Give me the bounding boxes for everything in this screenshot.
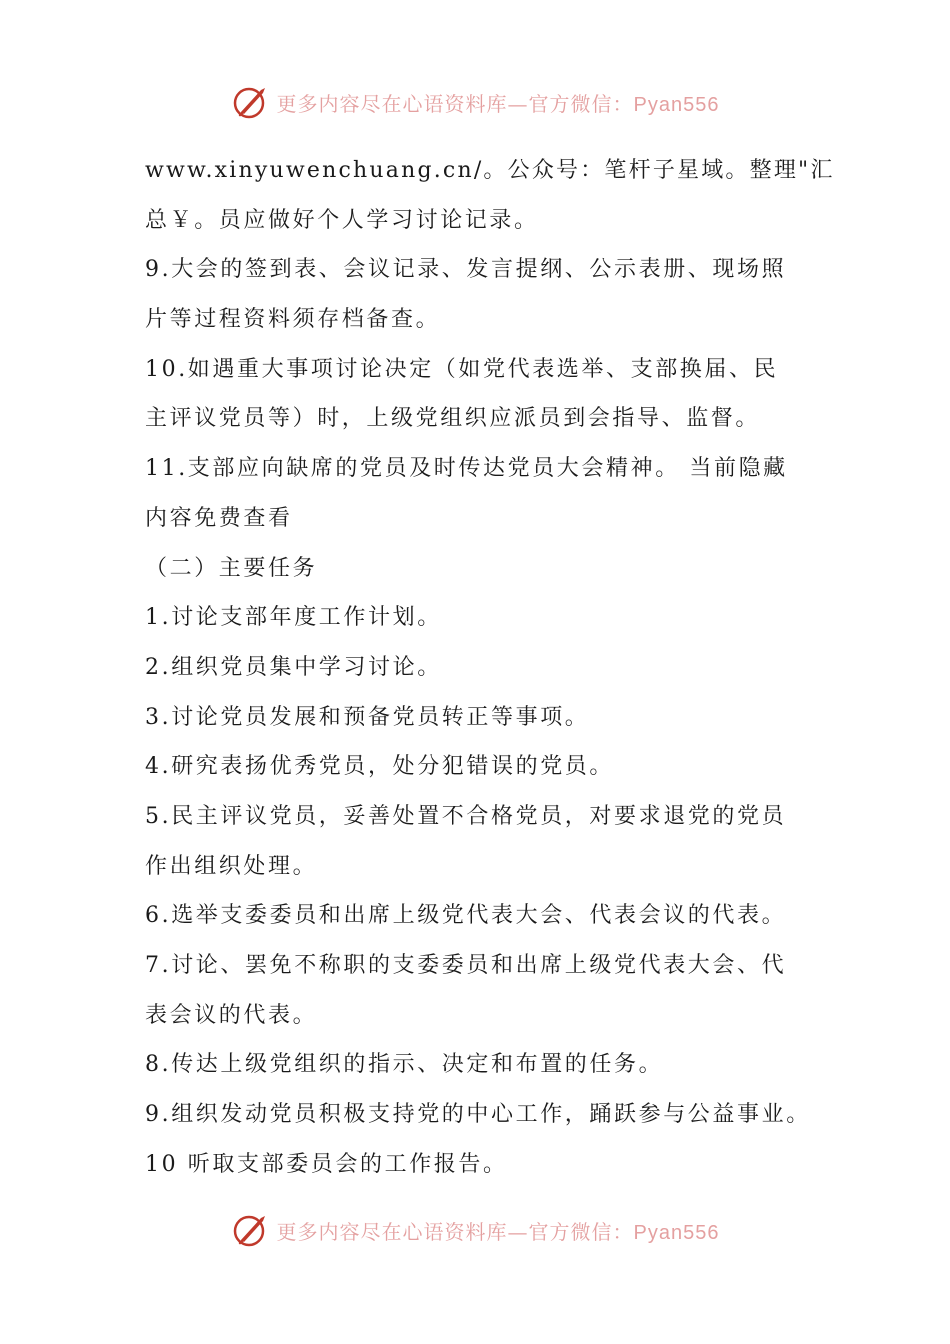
section-heading: （二）主要任务 xyxy=(145,555,318,581)
list-item: 4.研究表扬优秀党员，处分犯错误的党员。 xyxy=(145,754,614,780)
banner-text: 更多内容尽在心语资料库—官方微信：Pyan556 xyxy=(276,1219,720,1244)
text-line: 总￥。员应做好个人学习讨论记录。 xyxy=(145,207,539,233)
text-line: 10.如遇重大事项讨论决定（如党代表选举、支部换届、民 xyxy=(145,356,779,382)
list-item: 9.组织发动党员积极支持党的中心工作，踊跃参与公益事业。 xyxy=(145,1102,811,1128)
quill-logo-icon xyxy=(231,1210,271,1250)
quill-logo-icon xyxy=(231,82,271,122)
list-item: 7.讨论、罢免不称职的支委委员和出席上级党代表大会、代 xyxy=(145,953,787,978)
list-item: 3.讨论党员发展和预备党员转正等事项。 xyxy=(145,704,590,730)
list-item: 2.组织党员集中学习讨论。 xyxy=(145,654,442,680)
list-item: 10 听取支部委员会的工作报告。 xyxy=(145,1151,508,1177)
text-line: 11.支部应向缺席的党员及时传达党员大会精神。 当前隐藏 xyxy=(145,456,788,482)
footer-banner xyxy=(0,1208,950,1252)
text-line: 主评议党员等）时，上级党组织应派员到会指导、监督。 xyxy=(145,406,761,432)
list-item: 表会议的代表。 xyxy=(145,1002,318,1028)
list-item: 6.选举支委委员和出席上级党代表大会、代表会议的代表。 xyxy=(145,903,787,929)
text-line: 9.大会的签到表、会议记录、发言提纲、公示表册、现场照 xyxy=(145,257,787,283)
list-item: 8.传达上级党组织的指示、决定和布置的任务。 xyxy=(145,1052,664,1078)
document-body xyxy=(145,146,835,1189)
text-line: 内容免费查看 xyxy=(145,505,293,531)
list-item: 作出组织处理。 xyxy=(145,853,318,879)
banner-text: 更多内容尽在心语资料库—官方微信：Pyan556 xyxy=(276,91,720,116)
list-item: 5.民主评议党员，妥善处置不合格党员，对要求退党的党员 xyxy=(145,803,787,829)
text-line: www.xinyuwenchuang.cn/。公众号：笔杆子星域。整理"汇 xyxy=(145,158,835,183)
header-banner xyxy=(0,80,950,124)
text-line: 片等过程资料须存档备查。 xyxy=(145,307,441,333)
list-item: 1.讨论支部年度工作计划。 xyxy=(145,605,442,631)
